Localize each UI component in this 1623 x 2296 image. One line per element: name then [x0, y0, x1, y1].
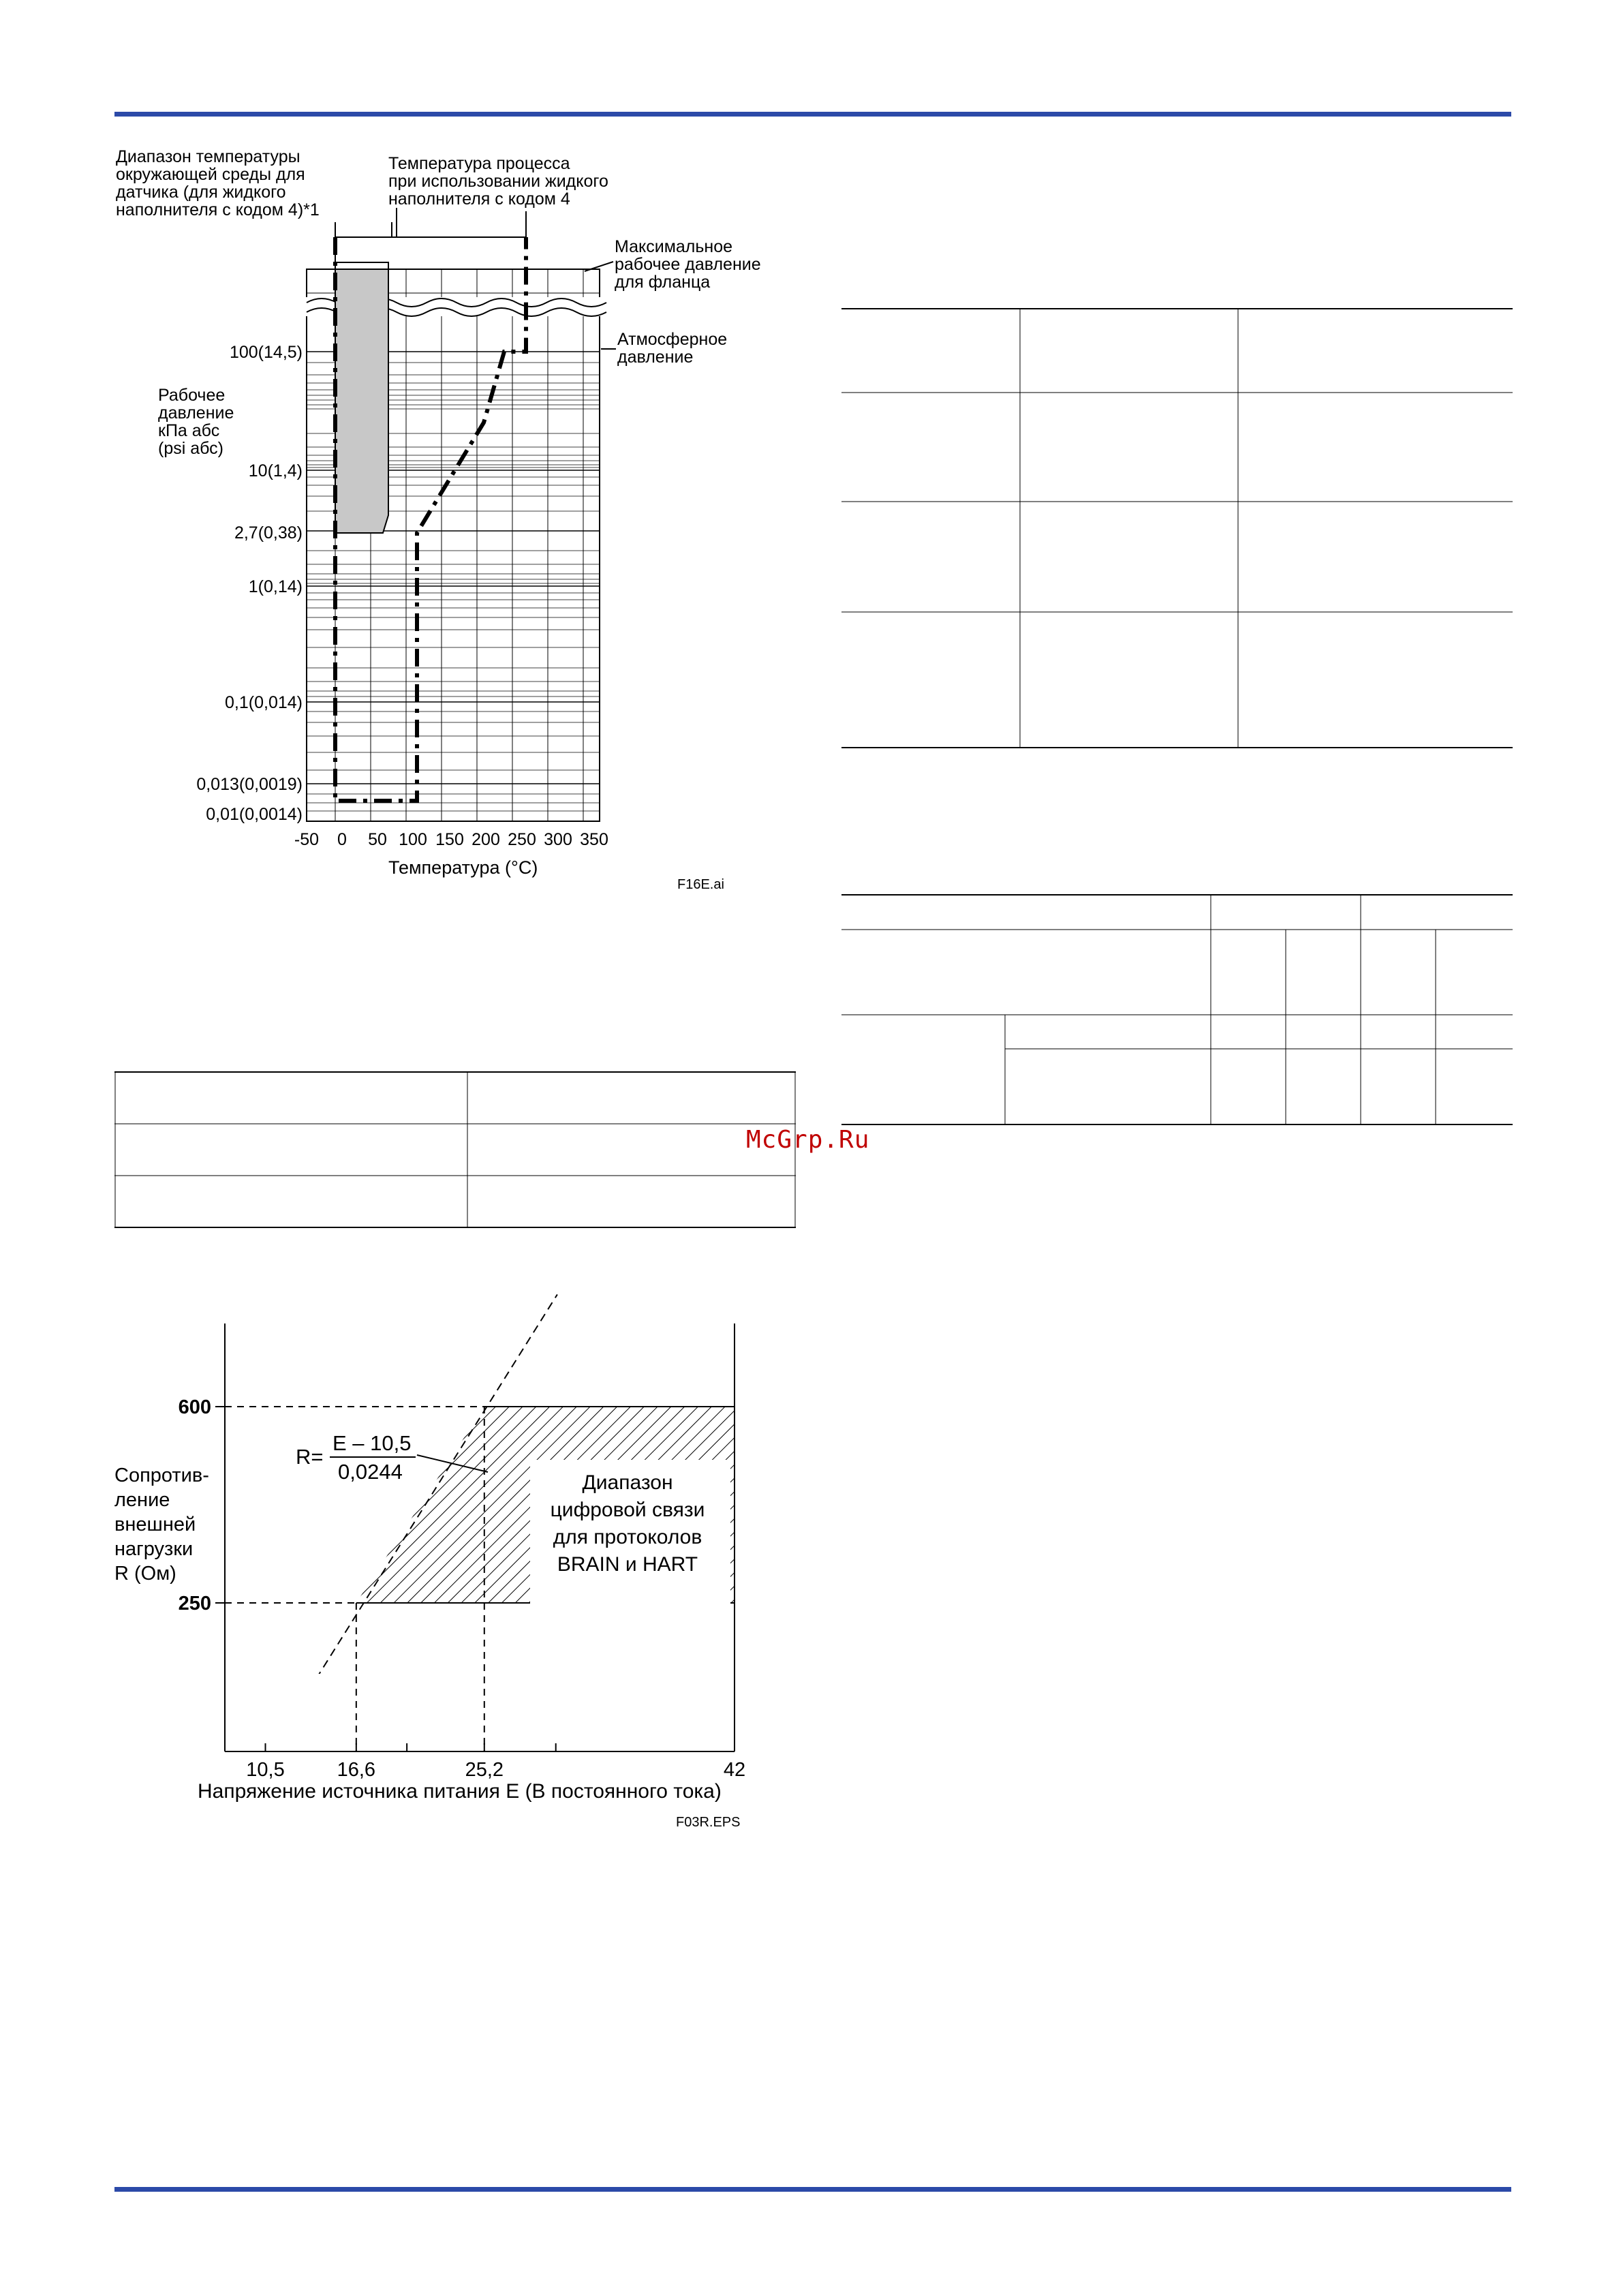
formula-numerator: E – 10,5	[333, 1431, 412, 1455]
ambient-label-line-2: окружающей среды для	[116, 165, 305, 184]
pressure-ylabel-line-4: (psi абс)	[158, 439, 223, 458]
left-table	[114, 1071, 796, 1229]
bottom-rule	[114, 2187, 1511, 2192]
y-tick-label: 600	[178, 1396, 211, 1418]
ylabel-line-5: R (Ом)	[114, 1563, 176, 1585]
pressure-ylabel-line-2: давление	[158, 403, 234, 423]
ylabel-line-1: Сопротив-	[114, 1465, 209, 1486]
region-label-line-4: BRAIN и HART	[557, 1553, 698, 1576]
region-label-line-2: цифровой связи	[550, 1499, 705, 1521]
ylabel-line-2: ление	[114, 1489, 170, 1511]
pressure-y-tick: 100(14,5)	[229, 343, 303, 362]
region-label-line-1: Диапазон	[582, 1471, 673, 1494]
x-tick-label: 42	[723, 1759, 746, 1781]
atm-label-line-2: давление	[617, 348, 694, 367]
formula-denominator: 0,0244	[338, 1460, 403, 1484]
pressure-x-tick: 350	[580, 830, 608, 849]
max-pressure-label-line-3: для фланца	[615, 273, 711, 292]
ambient-label-line-4: наполнителя с кодом 4)*1	[116, 200, 320, 219]
pressure-ylabel-line-1: Рабочее	[158, 386, 226, 405]
pressure-y-tick: 0,1(0,014)	[225, 693, 303, 712]
pressure-x-tick: 150	[435, 830, 464, 849]
y-tick-label: 250	[178, 1593, 211, 1614]
load-resistance-chart	[0, 1281, 818, 1854]
pressure-y-tick: 0,01(0,0014)	[206, 805, 303, 824]
process-label-line-2: при использовании жидкого	[388, 172, 608, 191]
pressure-ylabel-line-3: кПа абс	[158, 421, 220, 440]
right-table-1	[841, 308, 1513, 750]
ylabel-line-3: внешней	[114, 1514, 196, 1535]
right-table-2	[841, 894, 1513, 1126]
pressure-x-tick: 50	[368, 830, 387, 849]
pressure-x-tick: 100	[399, 830, 427, 849]
max-pressure-label-line-2: рабочее давление	[615, 255, 761, 274]
ambient-label-line-1: Диапазон температуры	[116, 147, 300, 166]
pressure-x-tick: 300	[544, 830, 572, 849]
watermark: McGrp.Ru	[746, 1126, 870, 1154]
region-label-line-3: для протоколов	[553, 1526, 702, 1548]
chart-file-label: F03R.EPS	[676, 1815, 741, 1830]
pressure-y-tick: 2,7(0,38)	[234, 523, 303, 542]
pressure-x-tick: 0	[337, 830, 347, 849]
pressure-xlabel: Температура (°C)	[388, 857, 538, 878]
formula-prefix: R=	[296, 1445, 324, 1469]
pressure-y-tick: 1(0,14)	[248, 577, 303, 596]
process-label-line-1: Температура процесса	[388, 154, 570, 173]
ylabel-line-4: нагрузки	[114, 1538, 194, 1560]
pressure-x-tick: 250	[508, 830, 536, 849]
x-tick-label: 16,6	[337, 1759, 376, 1781]
ambient-range-bracket	[335, 262, 388, 269]
x-tick-label: 25,2	[465, 1759, 504, 1781]
pressure-file-label: F16E.ai	[677, 877, 724, 892]
x-tick-label: 10,5	[246, 1759, 285, 1781]
ambient-label-line-3: датчика (для жидкого	[116, 183, 286, 202]
max-pressure-label-line-1: Максимальное	[615, 237, 733, 256]
pressure-y-tick: 10(1,4)	[248, 461, 303, 480]
pressure-y-tick: 0,013(0,0019)	[196, 775, 303, 794]
atm-label-line-1: Атмосферное	[617, 330, 728, 349]
pressure-temperature-figure	[0, 0, 818, 913]
x-axis-label: Напряжение источника питания E (В постоянного тока)	[198, 1780, 722, 1803]
pressure-x-tick: -50	[294, 830, 320, 849]
ambient-temperature-region	[335, 269, 388, 533]
pressure-x-tick: 200	[472, 830, 500, 849]
process-label-line-3: наполнителя с кодом 4	[388, 189, 570, 209]
